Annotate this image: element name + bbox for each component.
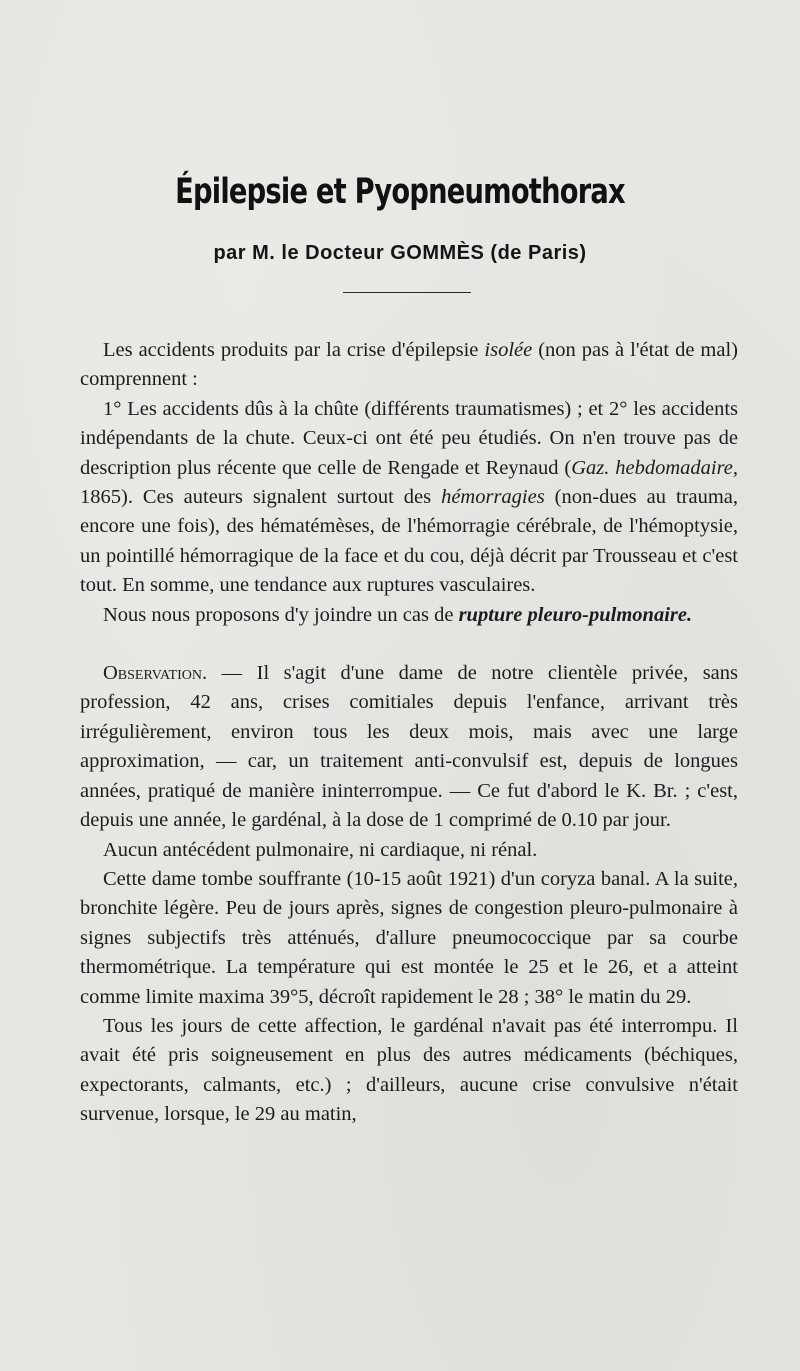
paragraph-proposal bbox=[80, 601, 738, 630]
emphasis-isolee: isolée bbox=[484, 339, 533, 361]
title-separator-rule bbox=[343, 292, 471, 293]
author-byline: par M. le Docteur GOMMÈS (de Paris) bbox=[213, 242, 587, 264]
paragraph-illness: Cette dame tombe souffrante (10-15 août 1921) d'un coryza banal. A la suite, bronchite légère. Peu de jours après, signes de congestion pleuro-pulmonaire à signes subjectifs très atténués, d'allure pneumococcique par sa courbe thermométrique. La température qui est montée le 25 et le 26, et a atteint comme limite maxima 39°5, décroît rapidement le 28 ; 38° le matin du 29. bbox=[80, 867, 738, 1008]
paragraph-antecedents: Aucun antécédent pulmonaire, ni cardiaque, ni rénal. bbox=[103, 838, 538, 861]
paragraph-observation-text: — Il s'agit d'une dame de notre clientèle privée, sans profession, 42 ans, crises comitiales depuis l'enfance, arrivant très irrégulièrement, environ tous les deux mois, mais avec une large approximation, — car, un traitement anti-convulsif est, depuis de longues années, pratiqué de manière ininterrompue. — Ce fut d'abord le K. Br. ; c'est, depuis une année, le gardénal, à la dose de 1 comprimé de 0.10 par jour. bbox=[80, 662, 738, 832]
paragraph-intro bbox=[80, 336, 738, 395]
emphasis-rupture: rupture pleuro-pulmonaire. bbox=[458, 603, 693, 626]
paragraph-observation bbox=[80, 659, 738, 835]
observation-label: Observation. bbox=[103, 662, 208, 685]
paragraph-accidents-text-3: (non-dues au trauma, encore une fois), des hématémèses, de l'hémorragie cérébrale, de l'hémoptysie, un pointillé hémorragique de la face et du cou, déjà décrit par Trousseau et c'est tout. En somme, une tendance aux ruptures vasculaires. bbox=[80, 486, 739, 597]
paragraph-treatment: Tous les jours de cette affection, le gardénal n'avait pas été interrompu. Il avait été pris soigneusement en plus des autres médicaments (béchiques, expectorants, calmants, etc.) ; d'ailleurs, aucune crise convulsive n'était survenue, lorsque, le 29 au matin, bbox=[80, 1014, 738, 1126]
article-body bbox=[80, 336, 738, 1130]
paragraph-accidents: 1° Les accidents dûs à la chûte (différents traumatismes) ; et 2° les accidents indépendants de la chute. Ceux-ci ont été peu étudiés. On n'en trouve pas de description plus récente que celle de Rengade et Reynaud (Gaz. hebdomadaire, 1865). Ces auteurs signalent surtout des hémorragies (non-dues au trauma, encore une fois), des hématémèses, de l'hémorragie cérébrale, de l'hémoptysie, un pointillé hémorragique de la face et du cou, déjà décrit par Trousseau et c'est tout. En somme, une tendance aux ruptures vasculaires. bbox=[80, 397, 739, 597]
paragraph-intro-text: Les accidents produits par la crise d'épilepsie bbox=[103, 339, 485, 361]
paragraph-proposal-text: Nous nous proposons d'y joindre un cas de bbox=[103, 603, 459, 626]
paragraph-accidents-text: 1° Les accidents dûs à la chûte (différents traumatismes) ; et 2° les accidents indépendants de la chute. Ceux-ci ont été peu étudiés. On n'en trouve pas de description plus récente que celle de Rengade et Reynaud bbox=[80, 397, 738, 479]
paragraph-intro-text-end: (non pas à l'état de mal) comprennent : bbox=[80, 339, 738, 391]
citation-gazette: Gaz. hebdomadaire, bbox=[571, 456, 739, 479]
paragraph-accidents-text-2: 1865). Ces auteurs signalent surtout des bbox=[80, 486, 442, 509]
article-title: Épilepsie et Pyopneumothorax bbox=[175, 172, 625, 212]
emphasis-hemorragies: hémorragies bbox=[441, 486, 545, 509]
